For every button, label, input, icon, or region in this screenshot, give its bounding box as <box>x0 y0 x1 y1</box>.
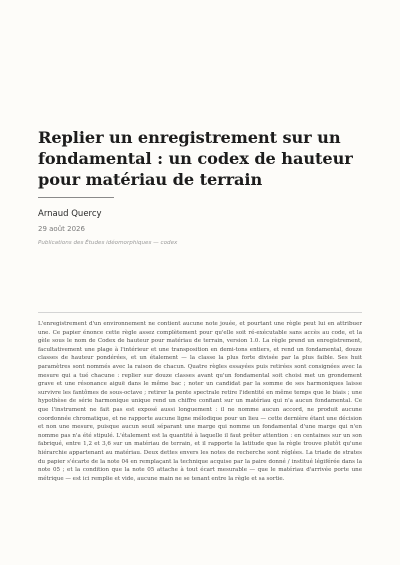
abstract-text: L'enregistrement d'un environnement ne contient aucune note jouée, et pourtant une règle peut lui en attribuer une. Ce papier énonce cette règle assez complètement pour qu'elle soit ré-exécutable sans accès au code, et la gèle sous le nom de Codex de hauteur pour matériau de terrain, version 1.0. La règle prend un enregistrement, facultativement une plage à l'intérieur et une transposition en demi-tons entiers, et rend un fondamental, douze classes de hauteur pondérées, et un étalement — la classe la plus forte divisée par la plus faible. Ses huit paramètres sont nommés avec la raison de chacun. Quatre règles essayées puis retirées sont consignées avec la mesure qui a tué chacune : replier sur douze classes avant qu'un fondamental soit choisi met un grondement grave et une résonance aiguë dans le même bac ; noter un candidat par la somme de ses harmoniques laisse survivre les fantômes de sous-octave ; retirer la pente spectrale retire l'identité en même temps que le biais ; une hypothèse de série harmonique unique rend un chiffre confiant sur un matériau qui n'a aucun fondamental. Ce que l'instrument ne fait pas est exposé aussi longuement : il ne nomme aucun accord, ne produit aucune coordonnée chromatique, et ne rapporte aucune ligne mélodique pour un lieu — cette dernière étant une décision et non une mesure, puisque aucun seuil séparant une marge qui nomme un fondamental d'une marge qui n'en nomme pas n'a été stipulé. L'étalement est la quantité à laquelle il faut prêter attention : en centaines sur un son fabriqué, entre 1,2 et 3,6 sur un matériau de terrain, et il rapporte la latitude que la règle trouve plutôt qu'une hiérarchie appartenant au matériau. Deux dettes envers les notes de recherche sont réglées. La triade de strates du papier s'écarte de la note 04 en remplaçant la technique acquise par la paire donné / institué légiférée dans la note 05 ; et la condition que la note 05 attache à tout écart mesurable — que le matériau d'arrivée porte une métrique — est ici remplie et vide, aucune main ne se tenant entre la règle et sa sortie. <box>38 321 362 482</box>
abstract-divider <box>38 312 362 313</box>
publication-date: 29 août 2026 <box>38 225 85 233</box>
series-name: Publications des Études idéomorphiques — codex <box>38 240 178 246</box>
title-divider <box>38 197 114 198</box>
document-title: Replier un enregistrement sur un fondamental : un codex de hauteur pour matériau de terrain <box>38 128 353 189</box>
author-name: Arnaud Quercy <box>38 209 102 219</box>
